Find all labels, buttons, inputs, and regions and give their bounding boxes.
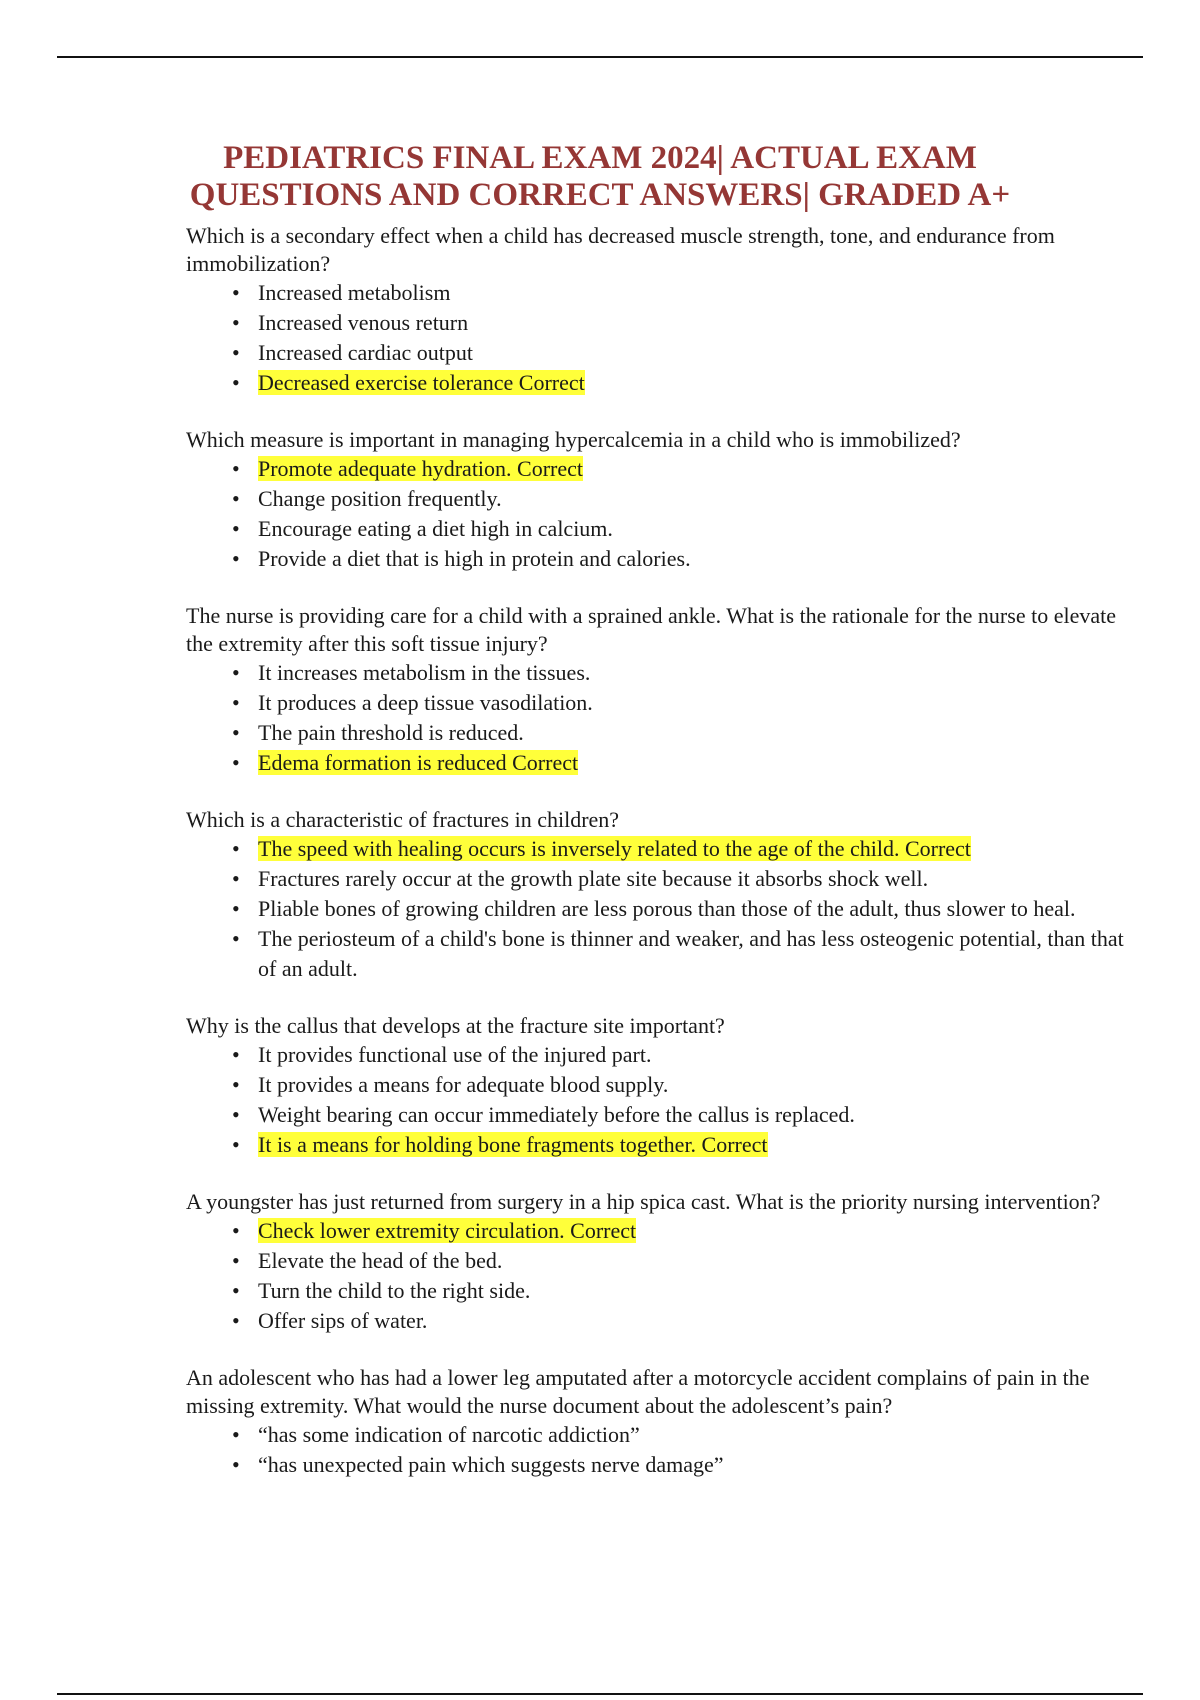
bullet-icon: • <box>232 720 240 745</box>
bullet-icon: • <box>232 1218 240 1243</box>
top-rule <box>57 56 1143 58</box>
bullet-icon: • <box>232 690 240 715</box>
answer-option-text: Offer sips of water. <box>258 1308 428 1333</box>
answer-option-text: Edema formation is reduced Correct <box>258 750 579 775</box>
question-list <box>186 222 1126 1508</box>
bullet-icon: • <box>232 660 240 685</box>
bullet-icon: • <box>232 370 240 395</box>
answer-option <box>186 1306 1126 1336</box>
answer-option <box>186 308 1126 338</box>
bottom-rule <box>57 1693 1143 1695</box>
answer-option <box>186 1100 1126 1130</box>
answer-option <box>186 688 1126 718</box>
answer-option <box>186 924 1126 984</box>
answer-option-text: It is a means for holding bone fragments together. Correct <box>258 1132 768 1157</box>
answer-option-text: It provides a means for adequate blood supply. <box>258 1072 669 1097</box>
answer-option <box>186 1040 1126 1070</box>
answer-option <box>186 1276 1126 1306</box>
bullet-icon: • <box>232 1248 240 1273</box>
answer-option-text: The periosteum of a child's bone is thinner and weaker, and has less osteogenic potential, than that of an adult. <box>258 926 1124 981</box>
answer-option-text: Pliable bones of growing children are less porous than those of the adult, thus slower to heal. <box>258 896 1076 921</box>
bullet-icon: • <box>232 750 240 775</box>
answer-option-text: Encourage eating a diet high in calcium. <box>258 516 613 541</box>
answer-options <box>186 834 1126 984</box>
question-block <box>186 806 1126 984</box>
answer-option-text: Change position frequently. <box>258 486 502 511</box>
answer-options <box>186 658 1126 778</box>
answer-option-correct <box>186 454 1126 484</box>
question-block <box>186 602 1126 778</box>
answer-option-text: It increases metabolism in the tissues. <box>258 660 591 685</box>
answer-option <box>186 864 1126 894</box>
bullet-icon: • <box>232 486 240 511</box>
title-line-1: PEDIATRICS FINAL EXAM 2024| ACTUAL EXAM <box>223 140 977 176</box>
answer-options <box>186 1216 1126 1336</box>
bullet-icon: • <box>232 546 240 571</box>
answer-option <box>186 894 1126 924</box>
bullet-icon: • <box>232 1452 240 1477</box>
bullet-icon: • <box>232 1072 240 1097</box>
answer-option-correct <box>186 748 1126 778</box>
question-block <box>186 1012 1126 1160</box>
answer-option <box>186 1420 1126 1450</box>
answer-option-text: The pain threshold is reduced. <box>258 720 524 745</box>
bullet-icon: • <box>232 456 240 481</box>
question-text: Which is a characteristic of fractures in children? <box>186 807 620 832</box>
bullet-icon: • <box>232 1042 240 1067</box>
question-text: Which measure is important in managing hypercalcemia in a child who is immobilized? <box>186 427 961 452</box>
answer-options <box>186 1040 1126 1160</box>
bullet-icon: • <box>232 866 240 891</box>
answer-option-correct <box>186 834 1126 864</box>
question-block <box>186 1364 1126 1480</box>
answer-option <box>186 484 1126 514</box>
bullet-icon: • <box>232 1132 240 1157</box>
answer-option-text: Increased cardiac output <box>258 340 473 365</box>
bullet-icon: • <box>232 836 240 861</box>
question-text: A youngster has just returned from surgery in a hip spica cast. What is the priority nursing intervention? <box>186 1189 1101 1214</box>
question-block <box>186 222 1126 398</box>
bullet-icon: • <box>232 1422 240 1447</box>
bullet-icon: • <box>232 340 240 365</box>
question-block <box>186 1188 1126 1336</box>
answer-options <box>186 278 1126 398</box>
answer-option-text: “has some indication of narcotic addiction” <box>258 1422 640 1447</box>
answer-option <box>186 338 1126 368</box>
answer-option <box>186 278 1126 308</box>
answer-option-text: Check lower extremity circulation. Correct <box>258 1218 637 1243</box>
bullet-icon: • <box>232 1308 240 1333</box>
answer-option <box>186 1450 1126 1480</box>
answer-option-text: Decreased exercise tolerance Correct <box>258 370 585 395</box>
question-text: An adolescent who has had a lower leg amputated after a motorcycle accident complains of pain in the missing extremity. What would the nurse document about the adolescent’s pain? <box>186 1365 1090 1418</box>
bullet-icon: • <box>232 896 240 921</box>
answer-option <box>186 1070 1126 1100</box>
answer-options <box>186 454 1126 574</box>
answer-option <box>186 718 1126 748</box>
answer-option-text: Increased venous return <box>258 310 469 335</box>
bullet-icon: • <box>232 310 240 335</box>
answer-option-text: It provides functional use of the injured part. <box>258 1042 652 1067</box>
answer-option <box>186 544 1126 574</box>
answer-option-correct <box>186 1130 1126 1160</box>
answer-option-text: “has unexpected pain which suggests nerve damage” <box>258 1452 724 1477</box>
answer-option-text: The speed with healing occurs is inversely related to the age of the child. Correct <box>258 836 971 861</box>
answer-option-correct <box>186 368 1126 398</box>
title-line-2: QUESTIONS AND CORRECT ANSWERS| GRADED A+ <box>189 177 1011 213</box>
bullet-icon: • <box>232 516 240 541</box>
answer-option-text: Provide a diet that is high in protein and calories. <box>258 546 691 571</box>
question-text: Why is the callus that develops at the fracture site important? <box>186 1013 725 1038</box>
answer-option-text: Elevate the head of the bed. <box>258 1248 503 1273</box>
answer-option <box>186 658 1126 688</box>
answer-option-text: Fractures rarely occur at the growth plate site because it absorbs shock well. <box>258 866 929 891</box>
bullet-icon: • <box>232 280 240 305</box>
answer-option-text: It produces a deep tissue vasodilation. <box>258 690 593 715</box>
answer-option-correct <box>186 1216 1126 1246</box>
bullet-icon: • <box>232 1278 240 1303</box>
answer-option-text: Weight bearing can occur immediately before the callus is replaced. <box>258 1102 855 1127</box>
question-block <box>186 426 1126 574</box>
answer-option <box>186 514 1126 544</box>
bullet-icon: • <box>232 926 240 951</box>
answer-option <box>186 1246 1126 1276</box>
answer-option-text: Promote adequate hydration. Correct <box>258 456 584 481</box>
page-title <box>0 140 1200 214</box>
answer-options <box>186 1420 1126 1480</box>
question-text: The nurse is providing care for a child with a sprained ankle. What is the rationale for the nurse to elevate the extremity after this soft tissue injury? <box>186 603 1116 656</box>
question-text: Which is a secondary effect when a child has decreased muscle strength, tone, and endurance from immobilization? <box>186 223 1055 276</box>
answer-option-text: Turn the child to the right side. <box>258 1278 531 1303</box>
answer-option-text: Increased metabolism <box>258 280 451 305</box>
bullet-icon: • <box>232 1102 240 1127</box>
